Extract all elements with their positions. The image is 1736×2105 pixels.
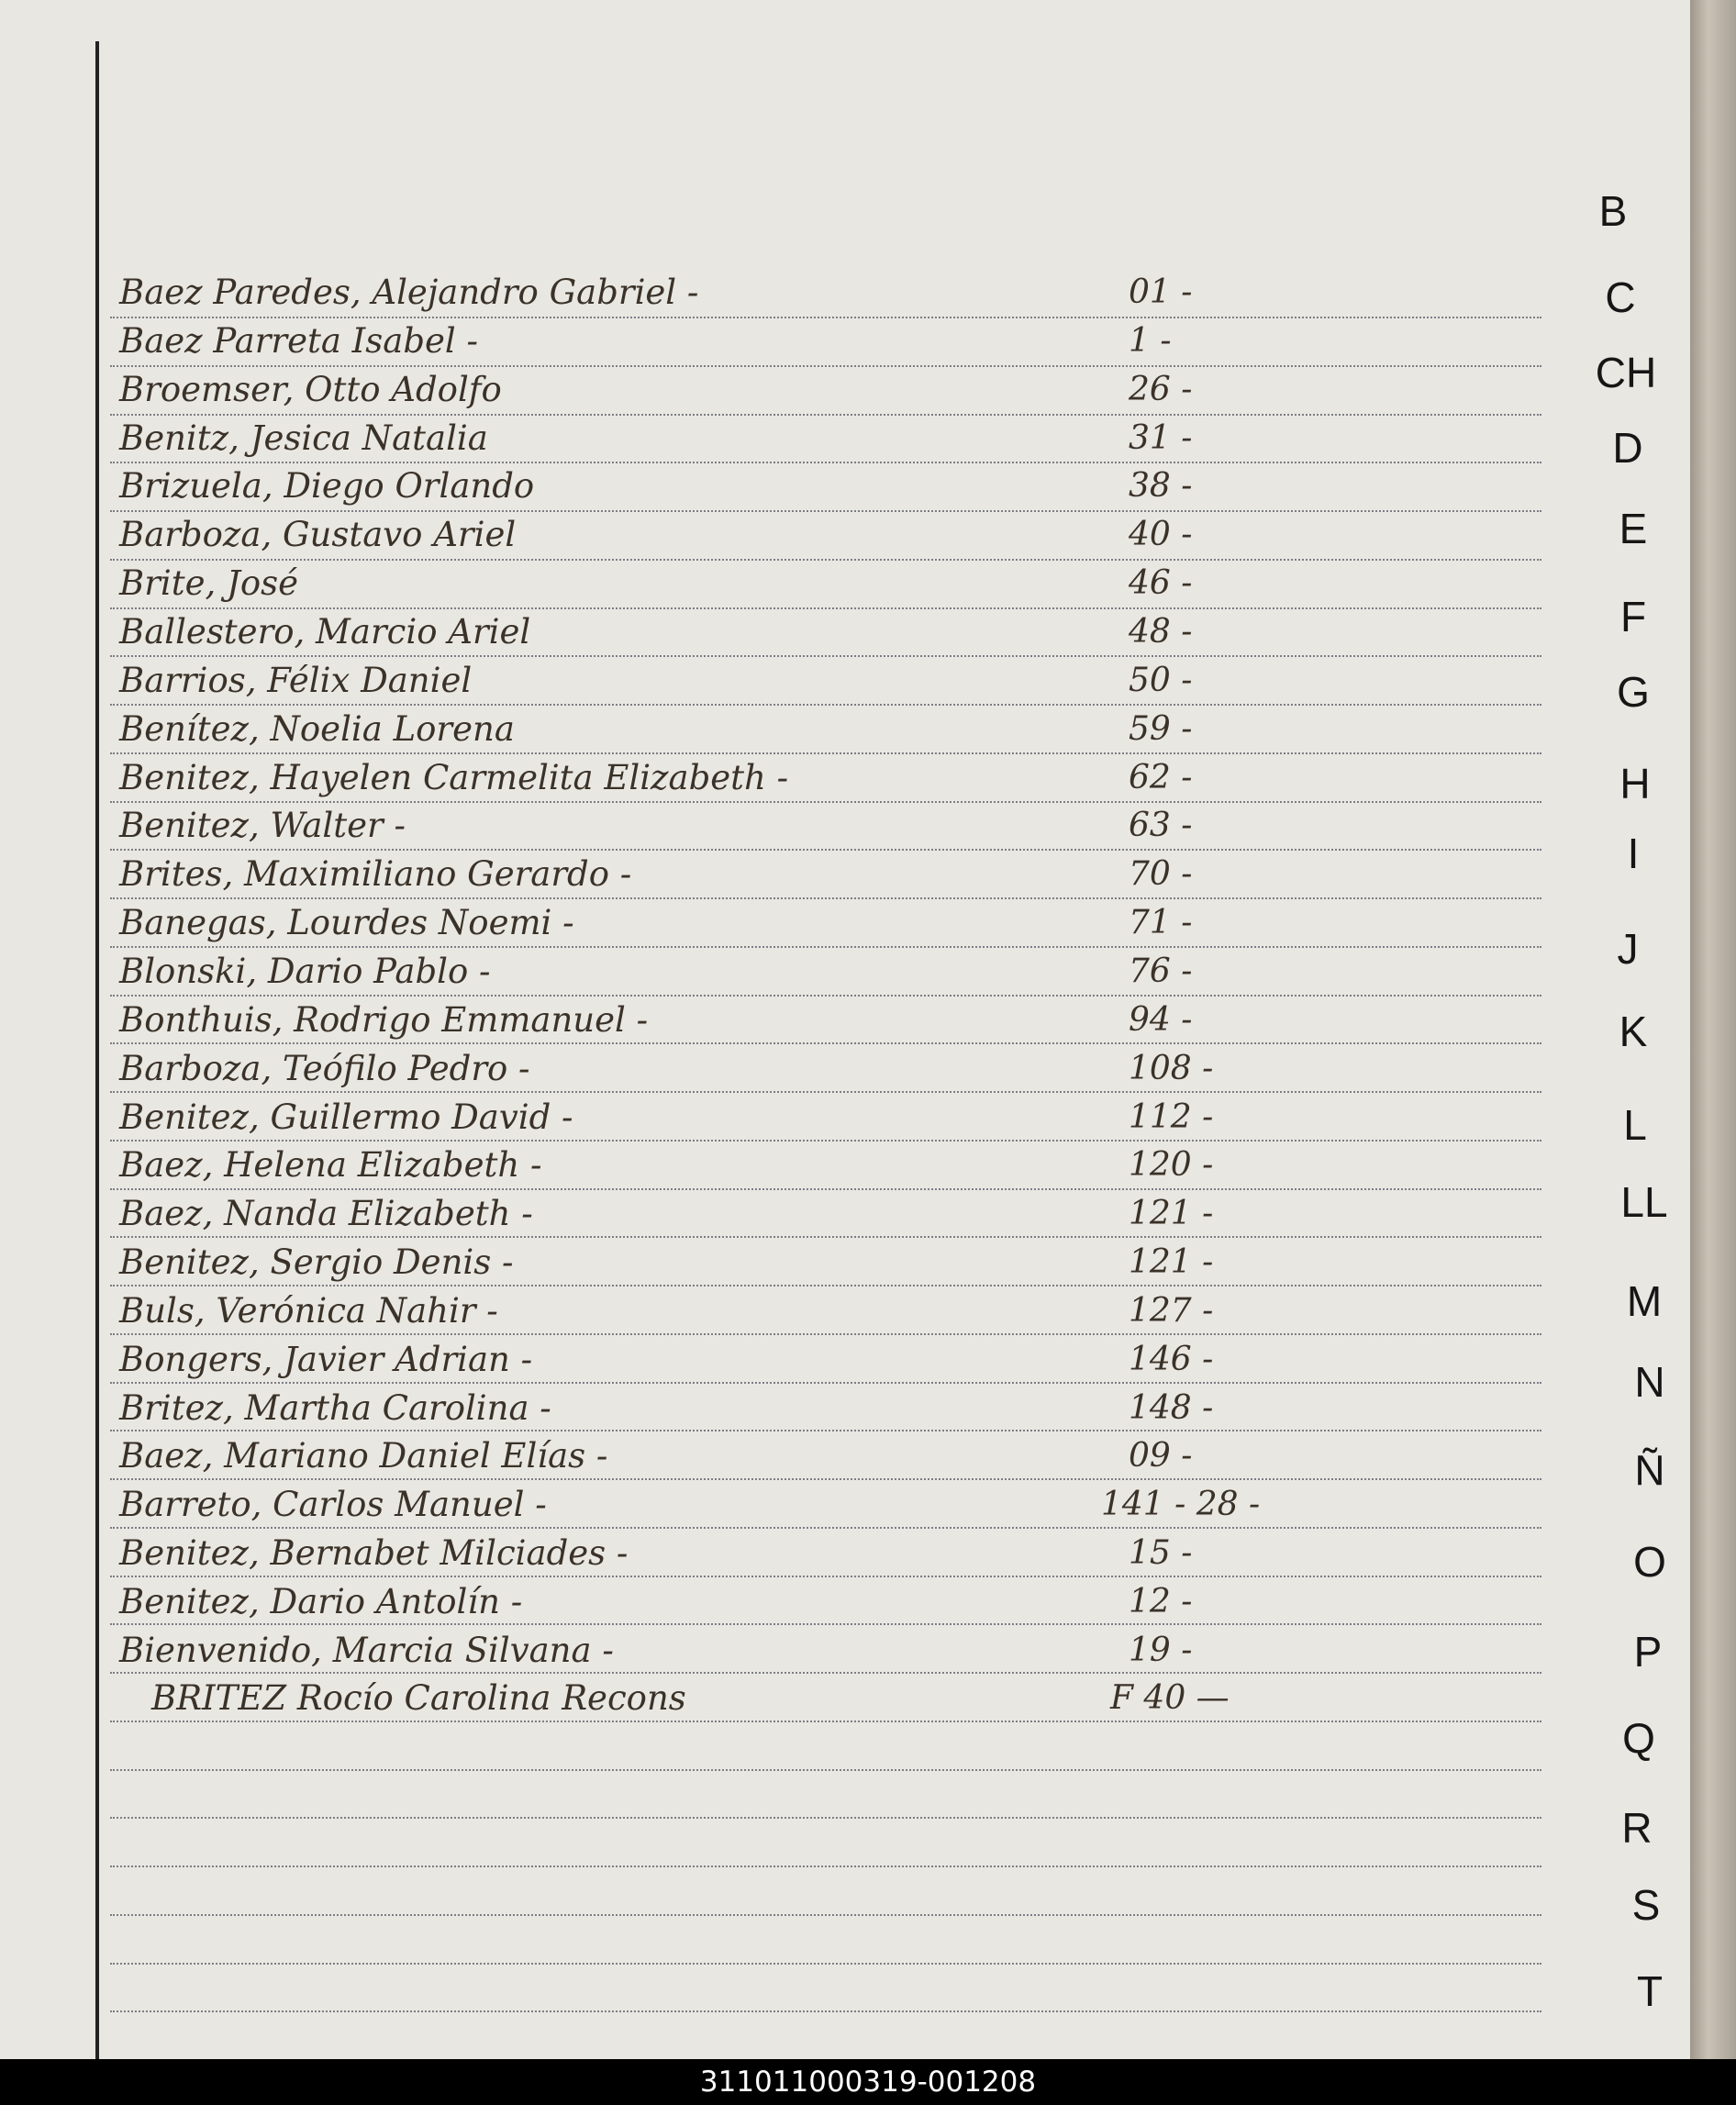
entry-number: 108 - (1129, 1050, 1214, 1087)
ruled-line (110, 801, 1541, 803)
ruled-line (110, 1672, 1541, 1674)
ruled-line (110, 414, 1541, 416)
entry-number: 50 - (1129, 662, 1193, 699)
ruled-line (110, 1866, 1541, 1867)
ruled-line (110, 1963, 1541, 1965)
entry-number: 15 - (1129, 1534, 1193, 1572)
ruled-line (110, 1382, 1541, 1384)
entry-name: Blonski, Dario Pablo - (119, 952, 491, 991)
ruled-line (110, 704, 1541, 706)
ruled-line (110, 946, 1541, 948)
entry-name: Baez, Helena Elizabeth - (119, 1145, 542, 1185)
ruled-line (110, 849, 1541, 851)
index-tab-ll[interactable]: LL (1620, 1178, 1668, 1226)
entry-name: Barboza, Gustavo Ariel (119, 515, 517, 554)
ruled-line (110, 1914, 1541, 1916)
entry-name: Benitez, Hayelen Carmelita Elizabeth - (119, 758, 789, 797)
index-tab-h[interactable]: H (1619, 760, 1651, 807)
ruled-line (110, 559, 1541, 561)
ruled-line (110, 317, 1541, 318)
index-tab-o[interactable]: O (1633, 1538, 1666, 1586)
entry-number: 01 - (1129, 273, 1193, 311)
entry-number: 46 - (1129, 564, 1193, 602)
index-tab-i[interactable]: I (1627, 830, 1640, 877)
ruled-line (110, 365, 1541, 367)
entry-number: 1 - (1129, 322, 1172, 360)
ruled-line (110, 1285, 1541, 1286)
ruled-line (110, 1430, 1541, 1431)
index-tab-s[interactable]: S (1631, 1881, 1661, 1929)
entry-number: 76 - (1129, 952, 1193, 990)
ruled-line (110, 1188, 1541, 1190)
entry-name: Barreto, Carlos Manuel - (119, 1485, 547, 1524)
ruled-line (110, 1769, 1541, 1771)
entry-name: Benitez, Guillermo David - (119, 1097, 573, 1137)
entry-number: 120 - (1129, 1146, 1214, 1184)
entry-name: Baez, Nanda Elizabeth - (119, 1194, 533, 1233)
ruled-line (110, 897, 1541, 899)
ruled-line (110, 995, 1541, 997)
entry-number: 70 - (1129, 855, 1193, 893)
index-tab-t[interactable]: T (1636, 1967, 1664, 2015)
ruled-line (110, 1091, 1541, 1093)
index-tab-ch[interactable]: CH (1595, 349, 1657, 396)
entry-number: 19 - (1129, 1632, 1193, 1669)
entry-name: Barboza, Teófilo Pedro - (119, 1049, 530, 1088)
ruled-line (110, 1236, 1541, 1238)
entry-number: 94 - (1129, 1001, 1193, 1039)
entry-number: 12 - (1129, 1583, 1193, 1621)
binder-cover-edge (1690, 0, 1736, 2059)
index-tab-r[interactable]: R (1621, 1804, 1653, 1852)
entry-number: 31 - (1129, 419, 1193, 457)
entry-name: Bongers, Javier Adrian - (119, 1340, 533, 1379)
index-tab-b[interactable]: B (1598, 187, 1628, 235)
entry-name: Brite, José (119, 563, 298, 603)
entry-name: Britez, Martha Carolina - (119, 1388, 551, 1428)
entry-number: 146 - (1129, 1341, 1214, 1378)
ruled-line (110, 1333, 1541, 1335)
index-tab-enie[interactable]: Ñ (1634, 1446, 1665, 1494)
entry-number: 141 - 28 - (1101, 1486, 1261, 1523)
entry-number: 40 - (1129, 516, 1193, 553)
index-tab-d[interactable]: D (1612, 424, 1643, 472)
entry-name: Bonthuis, Rodrigo Emmanuel - (119, 1000, 649, 1040)
entry-name: Benítez, Noelia Lorena (119, 709, 515, 749)
ruled-line (110, 1721, 1541, 1722)
ruled-line (110, 1817, 1541, 1819)
entry-number: 26 - (1129, 371, 1193, 408)
ruled-line (110, 1042, 1541, 1044)
index-tab-e[interactable]: E (1619, 505, 1648, 552)
entry-name: BRITEZ Rocío Carolina Recons (151, 1678, 686, 1718)
entry-name: Benitez, Bernabet Milciades - (119, 1533, 629, 1573)
index-tab-j[interactable]: J (1617, 925, 1639, 973)
ruled-line (110, 655, 1541, 657)
entry-name: Baez Parreta Isabel - (119, 321, 478, 361)
entry-number: 59 - (1129, 710, 1193, 748)
entry-name: Brites, Maximiliano Gerardo - (119, 854, 632, 894)
index-tab-p[interactable]: P (1633, 1628, 1663, 1676)
binding-margin-line (95, 41, 99, 2059)
entry-number: 48 - (1129, 613, 1193, 651)
index-tab-k[interactable]: K (1619, 1008, 1648, 1055)
ruled-line (110, 462, 1541, 463)
entry-number: 121 - (1129, 1243, 1214, 1281)
entry-number: 127 - (1129, 1292, 1214, 1330)
index-tab-q[interactable]: Q (1622, 1714, 1655, 1762)
entry-number: 112 - (1129, 1098, 1214, 1136)
ruled-line (110, 2010, 1541, 2012)
entry-name: Brizuela, Diego Orlando (119, 466, 535, 506)
entry-name: Baez Paredes, Alejandro Gabriel - (119, 273, 699, 312)
entry-name: Banegas, Lourdes Noemi - (119, 903, 574, 942)
entry-number: F 40 — (1110, 1679, 1230, 1717)
entry-number: 09 - (1129, 1437, 1193, 1475)
entry-name: Broemser, Otto Adolfo (119, 370, 502, 409)
entry-name: Benitz, Jesica Natalia (119, 418, 488, 458)
entry-number: 148 - (1129, 1389, 1214, 1427)
entry-name: Barrios, Félix Daniel (119, 661, 473, 700)
index-tab-m[interactable]: M (1626, 1277, 1663, 1325)
ruled-line (110, 1623, 1541, 1625)
index-tab-l[interactable]: L (1623, 1101, 1647, 1149)
footer-label: 311011000319-001208 (0, 2059, 1736, 2105)
entry-name: Benitez, Sergio Denis - (119, 1242, 514, 1282)
entry-name: Baez, Mariano Daniel Elías - (119, 1436, 608, 1476)
entry-number: 71 - (1129, 904, 1193, 941)
entry-number: 63 - (1129, 807, 1193, 844)
entry-number: 62 - (1129, 759, 1193, 796)
index-tab-c[interactable]: C (1605, 273, 1636, 321)
index-tab-g[interactable]: G (1617, 668, 1650, 716)
ruled-line (110, 1527, 1541, 1529)
ruled-line (110, 1576, 1541, 1577)
index-tab-n[interactable]: N (1634, 1358, 1665, 1406)
index-tab-f[interactable]: F (1619, 593, 1647, 640)
entry-name: Benitez, Dario Antolín - (119, 1582, 523, 1621)
entry-name: Buls, Verónica Nahir - (119, 1291, 498, 1331)
ruled-line (110, 1478, 1541, 1480)
entry-number: 121 - (1129, 1195, 1214, 1232)
entry-name: Bienvenido, Marcia Silvana - (119, 1631, 614, 1670)
ruled-line (110, 607, 1541, 609)
ruled-line (110, 510, 1541, 512)
entry-number: 38 - (1129, 467, 1193, 505)
ruled-line (110, 1140, 1541, 1142)
entry-name: Ballestero, Marcio Ariel (119, 612, 531, 652)
entry-name: Benitez, Walter - (119, 806, 406, 845)
ruled-line (110, 752, 1541, 754)
